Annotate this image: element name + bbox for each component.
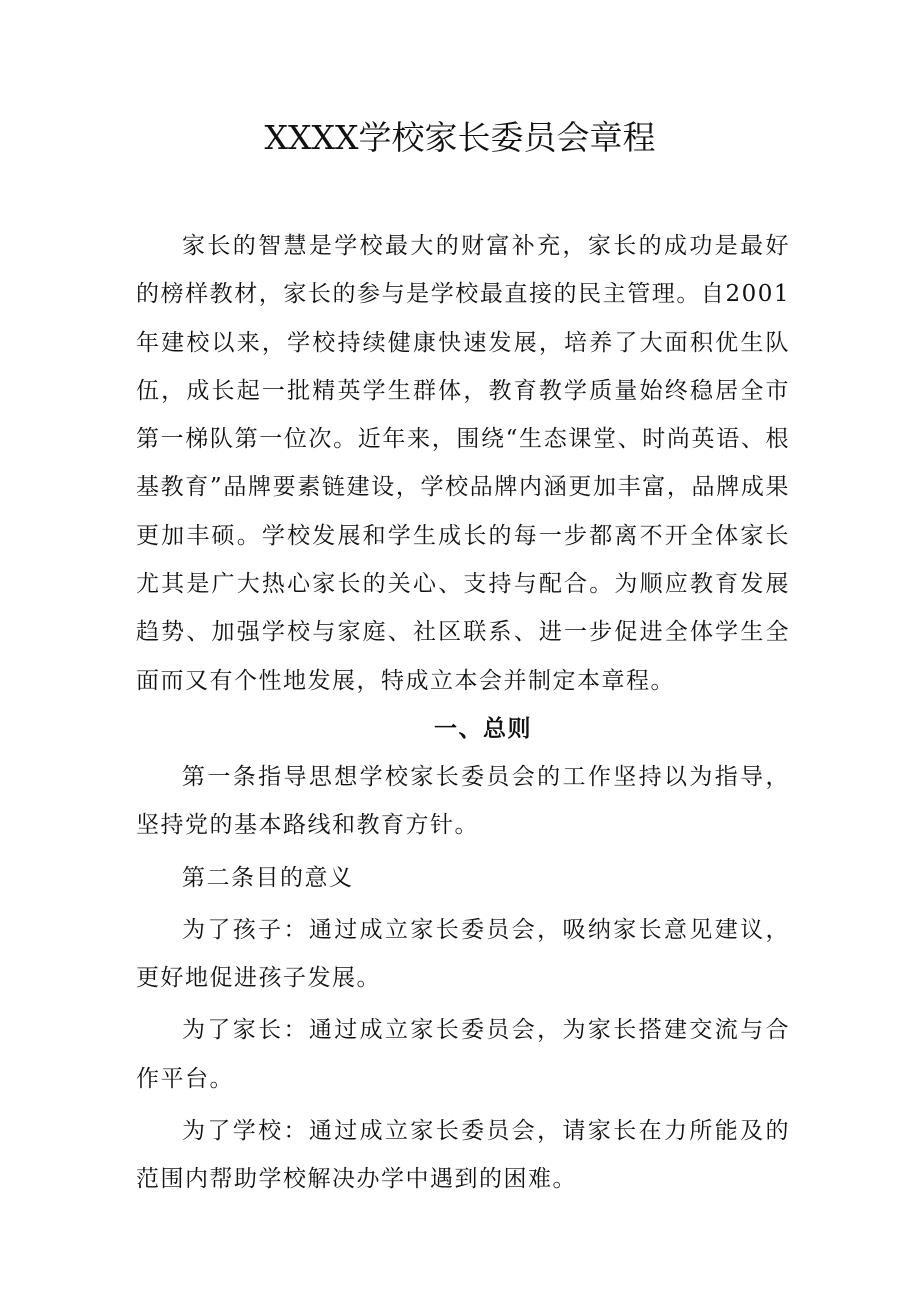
document-title: XXXX学校家长委员会章程 <box>264 118 656 157</box>
purpose-children-paragraph: 为了孩子：通过成立家长委员会，吸纳家长意见建议，更好地促进孩子发展。 <box>136 916 790 992</box>
document-body <box>136 222 790 1204</box>
purpose-parents-paragraph: 为了家长：通过成立家长委员会，为家长搭建交流与合作平台。 <box>136 1017 790 1092</box>
section-heading-general: 一、总则 <box>434 715 532 742</box>
intro-paragraph: 家长的智慧是学校最大的财富补充，家长的成功是最好的榜样教材，家长的参与是学校最直接的民主管理。自2001年建校以来，学校持续健康快速发展，培养了大面积优生队伍，成长起一批精英学生群体，教育教学质量始终稳居全市第一梯队第一位次。近年来，围绕“生态课堂、时尚英语、根基教育”品牌要素链建设，学校品牌内涵更加丰富，品牌成果更加丰硕。学校发展和学生成长的每一步都离不开全体家长尤其是广大热心家长的关心、支持与配合。为顺应教育发展趋势、加强学校与家庭、社区联系、进一步促进全体学生全面而又有个性地发展，特成立本会并制定本章程。 <box>136 233 790 694</box>
purpose-school-paragraph: 为了学校：通过成立家长委员会，请家长在力所能及的范围内帮助学校解决办学中遇到的困难。 <box>136 1118 790 1193</box>
article-1-paragraph: 第一条指导思想学校家长委员会的工作坚持以为指导，坚持党的基本路线和教育方针。 <box>136 763 790 839</box>
article-2-heading: 第二条目的意义 <box>182 864 354 891</box>
